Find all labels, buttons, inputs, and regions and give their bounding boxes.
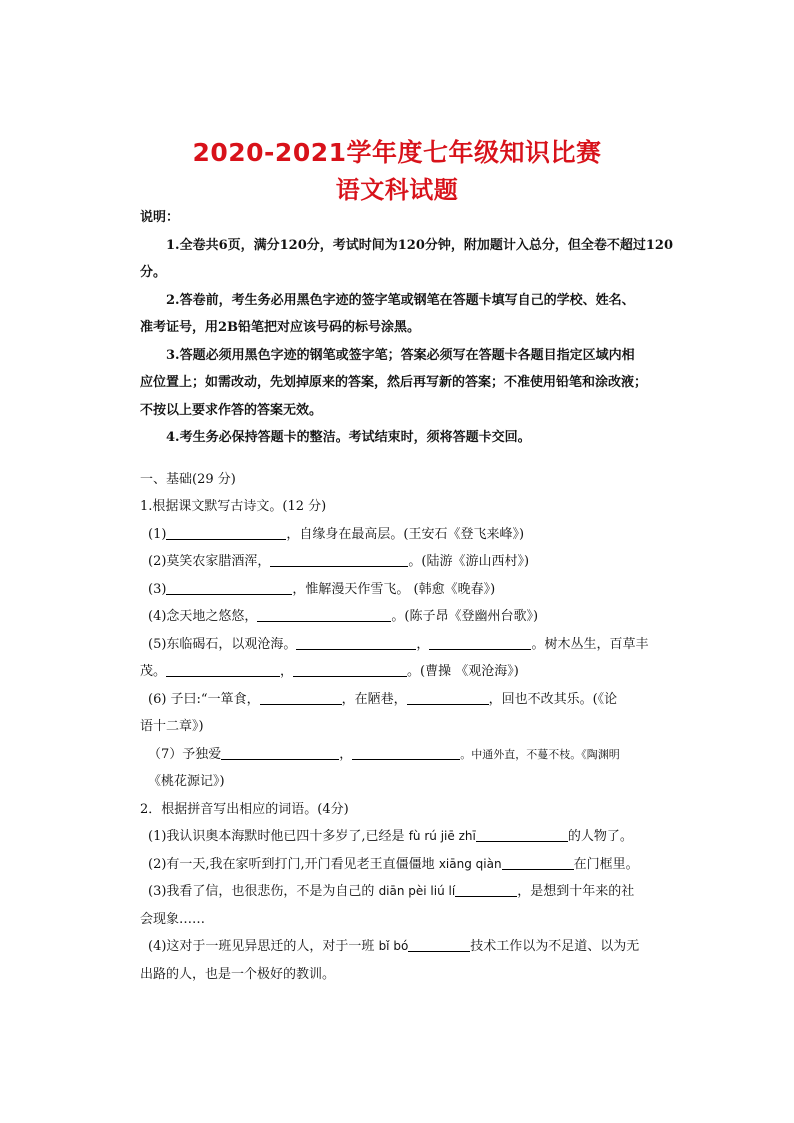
answer-blank[interactable]: [296, 635, 416, 650]
answer-blank[interactable]: [221, 745, 339, 760]
answer-blank[interactable]: [260, 690, 342, 705]
instruction-4: 4.考生务必保持答题卡的整洁。考试结束时，须将答题卡交回。: [166, 430, 531, 445]
q1-part5-mid: ，: [416, 636, 430, 652]
answer-blank[interactable]: [455, 882, 517, 897]
q2-part4: [140, 933, 680, 961]
q1-part6-mid: ，在陋巷，: [341, 691, 407, 707]
answer-blank[interactable]: [270, 552, 408, 567]
q1-part1: [140, 521, 680, 549]
q1-part3-post: ，惟解漫天作雪飞。 (韩愈《晚春》): [292, 581, 496, 597]
q1-part7-post: 。中通外直，不蔓不枝。《陶渊明: [460, 747, 620, 761]
answer-blank[interactable]: [408, 937, 470, 952]
q1-part7-mid: ，: [339, 746, 353, 762]
answer-blank[interactable]: [429, 635, 531, 650]
q1-part7-pre: （7）予独爱: [148, 746, 222, 762]
q1-part6-post: ，回也不改其乐。(《论: [488, 691, 618, 707]
instructions-label: 说明：: [140, 210, 180, 225]
instruction-3a: 3.答题必须用黑色字迹的钢笔或签字笔；答案必须写在答题卡各题目指定区域内相: [166, 347, 635, 363]
answer-blank[interactable]: [166, 662, 280, 677]
q2-part3: [140, 878, 680, 906]
q1-part2-pre: (2)莫笑农家腊酒浑，: [148, 554, 271, 569]
q2-part2: [140, 851, 680, 879]
answer-blank[interactable]: [352, 745, 460, 760]
answer-blank[interactable]: [407, 690, 489, 705]
answer-blank[interactable]: [166, 525, 286, 540]
instruction-2a: 2.答卷前，考生务必用黑色字迹的签字笔或钢笔在答题卡填写自己的学校、姓名、: [166, 292, 635, 308]
q1-part6-pre: (6) 子曰:“一箪食，: [148, 691, 260, 707]
q1-part2: [140, 548, 680, 576]
q2-part4-pinyin: bǐ bó: [378, 939, 409, 953]
section-heading: 一、基础(29 分): [140, 471, 236, 487]
q1-stem: 1.根据课文默写古诗文。(12 分): [140, 499, 327, 514]
q2-part3-post: ，是想到十年来的社: [517, 884, 635, 899]
q2-part2-pinyin: xiāng qiàn: [438, 856, 502, 871]
q2-part4-post: 技术工作以为不足道、以为无: [470, 939, 640, 954]
exam-subtitle: 语文科试题: [335, 176, 459, 204]
q2-part3-cont: 会现象……: [140, 911, 206, 927]
instruction-1a: 1.全卷共6页，满分120分，考试时间为120分钟，附加题计入总分，但全卷不超过120: [166, 237, 674, 253]
q1-part6-cont: 语十二章》): [140, 719, 204, 734]
q1-part4-pre: (4)念天地之悠悠，: [148, 609, 258, 624]
q2-part3-pre: (3)我看了信，也很悲伤，不是为自己的: [148, 884, 375, 899]
q1-part7: [140, 741, 680, 769]
q1-part7-cont: 《桃花源记》): [148, 774, 225, 789]
q1-part5b-mid: ，: [280, 664, 294, 679]
q2-part2-pre: (2)有一天,我在家听到打门,开门看见老王直僵僵地: [148, 856, 435, 872]
exam-title: 2020-2021学年度七年级知识比赛: [192, 138, 602, 167]
q1-part5: [140, 631, 680, 659]
q1-part5-post: 。树木丛生，百草丰: [531, 636, 649, 652]
instruction-2b: 准考证号，用2B铅笔把对应该号码的标号涂黑。: [140, 320, 421, 335]
q2-part3-pinyin: diān pèi liú lí: [378, 884, 456, 898]
q1-part4: [140, 603, 680, 631]
exam-body: [140, 204, 680, 988]
answer-blank[interactable]: [257, 607, 391, 622]
instruction-3c: 不按以上要求作答的答案无效。: [140, 402, 323, 418]
q1-part1-pre: (1): [148, 526, 167, 542]
q2-part1-pre: (1)我认识奥本海默时他已四十多岁了,已经是: [148, 829, 405, 844]
q1-part4-post: 。(陈子昂《登幽州台歌》): [391, 609, 539, 624]
instruction-1b: 分。: [140, 265, 167, 280]
q1-part3-pre: (3): [148, 581, 167, 597]
q2-part1-post: 的人物了。: [567, 829, 633, 844]
q2-part4-cont: 出路的人，也是一个极好的教训。: [140, 966, 336, 982]
q2-part1: [140, 823, 680, 851]
answer-blank[interactable]: [476, 827, 568, 842]
q1-part5-cont: [140, 658, 680, 686]
q2-part1-pinyin: fù rú jiē zhī: [408, 829, 476, 843]
q1-part1-post: ，自缘身在最高层。(王安石《登飞来峰》): [286, 526, 525, 542]
answer-blank[interactable]: [502, 855, 574, 870]
q1-part5b-post: 。(曹操 《观沧海》): [407, 664, 519, 679]
q2-part2-post: 在门框里。: [573, 856, 639, 872]
q1-part5-pre: (5)东临碣石，以观沧海。: [148, 636, 297, 652]
q1-part2-post: 。(陆游《游山西村》): [408, 554, 530, 569]
spacer: [140, 452, 680, 466]
answer-blank[interactable]: [166, 580, 292, 595]
q1-part6: [140, 686, 680, 714]
q1-part5b-pre: 茂。: [140, 664, 167, 679]
answer-blank[interactable]: [293, 662, 407, 677]
q2-part4-pre: (4)这对于一班见异思迁的人，对于一班: [148, 939, 375, 954]
q2-stem: 2．根据拼音写出相应的词语。(4分): [140, 801, 349, 817]
q1-part3: [140, 576, 680, 604]
instruction-3b: 应位置上；如需改动，先划掉原来的答案，然后再写新的答案；不准使用铅笔和涂改液；: [140, 375, 648, 390]
